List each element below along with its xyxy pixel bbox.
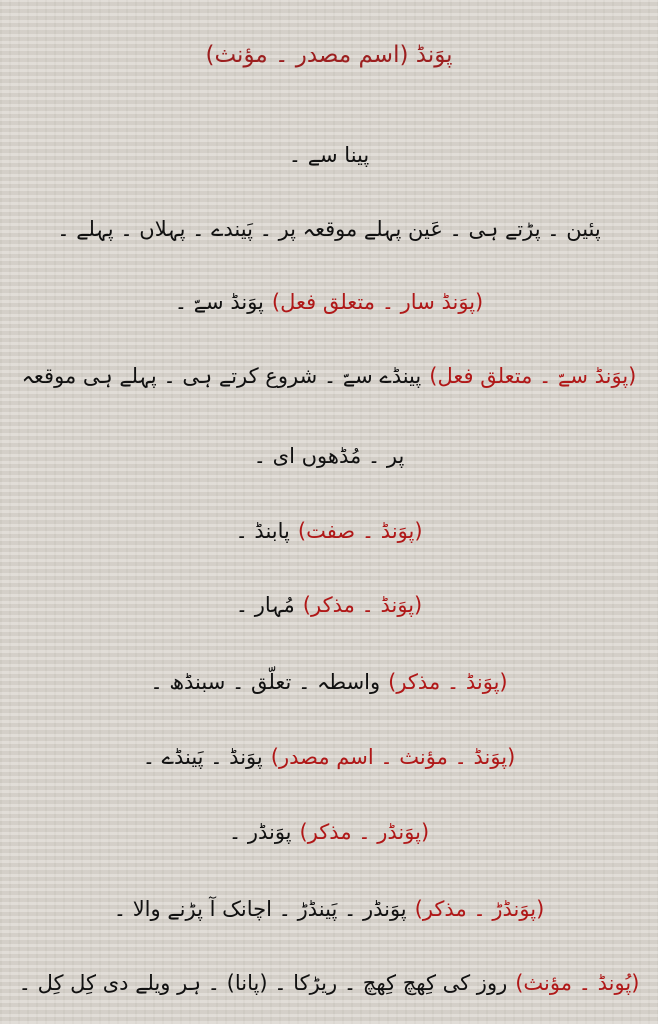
- definition-line-3: [12, 287, 646, 317]
- definition-line-7: [12, 590, 646, 620]
- definition-line-8: [12, 667, 646, 697]
- definition-text: پینا سے ۔: [288, 143, 370, 167]
- grammar-label: (پوَنڈ سےّ ۔ متعلق فعل): [429, 364, 637, 388]
- definition-text: پر ۔ مُڈھوں ای ۔: [253, 444, 405, 468]
- grammar-label: (پوَنڈ ۔ مذکر): [302, 593, 423, 617]
- grammar-label: (پوَنڈ سار ۔ متعلق فعل): [271, 290, 484, 314]
- definition-line-11: [12, 894, 646, 924]
- definition-line-2: [12, 214, 646, 244]
- definition-line-9: [12, 742, 646, 772]
- grammar-label: (پوَنڈ ۔ مؤنث ۔ اسم مصدر): [270, 745, 516, 769]
- definition-line-5: [12, 441, 646, 471]
- definition-text: روز کی کِھچ کِھچ ۔ ریڑکا ۔ (پانا) ۔ ہر ویلے دی کِل کِل ۔: [18, 971, 508, 995]
- definition-text: پوَنڈر ۔ پَینڈڑ ۔ اچانک آ پڑنے والا ۔: [113, 897, 407, 921]
- grammar-label: (پُونڈ ۔ مؤنث): [515, 971, 640, 995]
- definition-text: واسطہ ۔ تعلّق ۔ سبنڈھ ۔: [150, 670, 381, 694]
- definition-text: پابنڈ ۔: [235, 519, 290, 543]
- definition-text: پوَنڈ ۔ پَینڈے ۔: [142, 745, 263, 769]
- definition-line-4: [12, 361, 646, 391]
- grammar-label: (پوَنڈ ۔ مذکر): [388, 670, 508, 694]
- definition-line-1: [12, 140, 646, 170]
- grammar-label: (پوَنڈڑ ۔ مذکر): [414, 897, 545, 921]
- definition-text: پئین ۔ پڑتے ہی ۔ عَین پہلے موقعہ پر ۔ پَیندے ۔ پہلاں ۔ پہلے ۔: [57, 217, 601, 241]
- definition-text: مُہار ۔: [235, 593, 295, 617]
- definition-text: پوَنڈر ۔: [228, 820, 292, 844]
- definition-text: پینڈے سےّ ۔ شروع کرتے ہی ۔ پہلے ہی موقعہ: [21, 364, 422, 388]
- definition-line-6: [12, 516, 646, 546]
- definition-text: پوَنڈ سےّ ۔: [174, 290, 264, 314]
- definition-line-12: [12, 968, 646, 998]
- grammar-label: (پوَنڈر ۔ مذکر): [299, 820, 430, 844]
- definition-line-10: [12, 817, 646, 847]
- entry-title: پوَنڈ (اسم مصدر ۔ مؤنث): [205, 42, 453, 68]
- grammar-label: (پوَنڈ ۔ صفت): [297, 519, 423, 543]
